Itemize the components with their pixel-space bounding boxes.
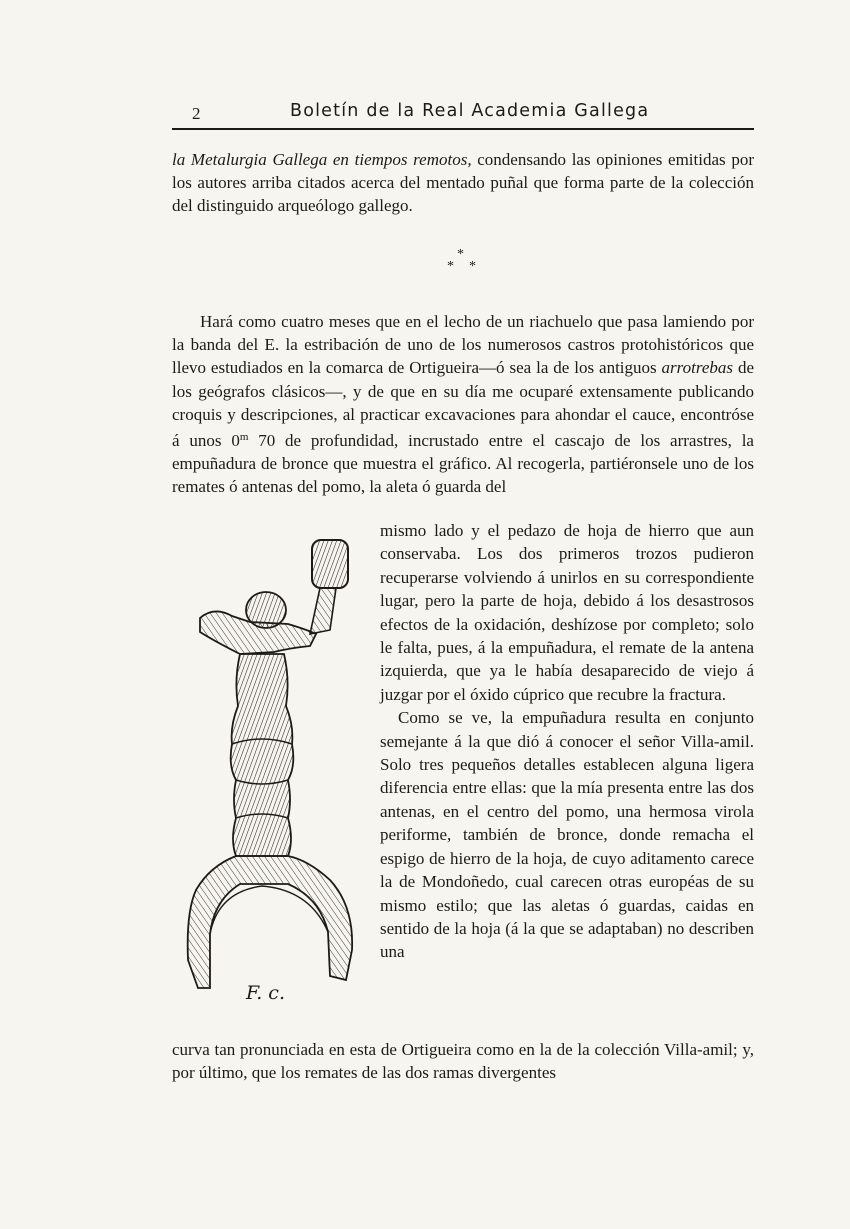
right-column-text <box>380 519 754 964</box>
intro-text: condensando las opiniones emitidas por los autores arriba citados acerca del mentado puñal que forma parte de la colección del distinguido arqueólogo gallego. <box>172 150 754 216</box>
main-superscript: m <box>239 431 249 444</box>
main-text-part2: de los geógrafos clásicos—, y de que en su día me ocuparé extensamente publicando croquis y descripciones, al practicar excavaciones para ahondar el cauce, encontróse á unos 0 <box>172 358 754 451</box>
intro-paragraph <box>172 148 754 218</box>
right-col-para1: mismo lado y el pedazo de hoja de hierro que aun conservaba. Los dos primeros trozos pudieron recuperarse volviendo á unirlos en su correspondiente lugar, pero la parte de hoja, debido á los desastrosos efectos de la oxidación, deshízose por completo; solo le falta, pues, á la empuñadura, el remate de la antena izquierda, que ya le había desaparecido de viejo á juzgar por el óxido cúprico que recubre la fractura. <box>380 521 754 704</box>
running-title: Boletín de la Real Academia Gallega <box>290 101 650 121</box>
header-rule <box>172 128 754 130</box>
sword-hilt-illustration <box>170 530 370 1020</box>
main-text-part1: Hará como cuatro meses que en el lecho de un riachuelo que pasa lamiendo por la banda del E. la estribación de uno de los numerosos castros protohistóricos que llevo estudiados en la comarca de Ortigueira—ó sea la de los antiguos <box>172 312 754 378</box>
page-header <box>172 100 754 128</box>
intro-italic-title: la Metalurgia Gallega en tiempos remotos, <box>172 150 472 169</box>
main-italic-word: arrotrebas <box>661 358 734 378</box>
bottom-text <box>172 1038 754 1084</box>
right-col-para2: Como se ve, la empuñadura resulta en conjunto semejante á la que dió á conocer el señor Villa-amil. Solo tres pequeños detalles establecen alguna ligera diferencia entre ellas: que la mía presenta entre las dos antenas, en el centro del pomo, una hermosa virola periforme, también de bronce, donde remacha el espigo de hierro de la hoja, de cuyo aditamento carece la de Mondoñedo, cual carecen otras européas de su mismo estilo; que las aletas ó guardas, caidas en sentido de la hoja (á la que se adaptaban) no describen una <box>380 708 754 962</box>
right-antenna <box>310 540 348 634</box>
bottom-paragraph: curva tan pronunciada en esta de Ortigueira como en la de la colección Villa-amil; y, por último, que los remates de las dos ramas divergentes <box>172 1040 754 1083</box>
page-number: 2 <box>192 104 202 123</box>
grip <box>231 654 294 856</box>
artist-signature: F. c. <box>246 982 285 1004</box>
asterism: * * * <box>447 247 476 274</box>
main-text-part3: 70 de profundidad, incrustado entre el cascajo de los arrastres, la empuñadura de bronce que muestra el gráfico. Al recogerla, partiéronsele uno de los remates ó antenas del pomo, la aleta ó guarda del <box>172 431 754 497</box>
main-paragraph <box>172 310 754 499</box>
guard <box>188 856 352 988</box>
